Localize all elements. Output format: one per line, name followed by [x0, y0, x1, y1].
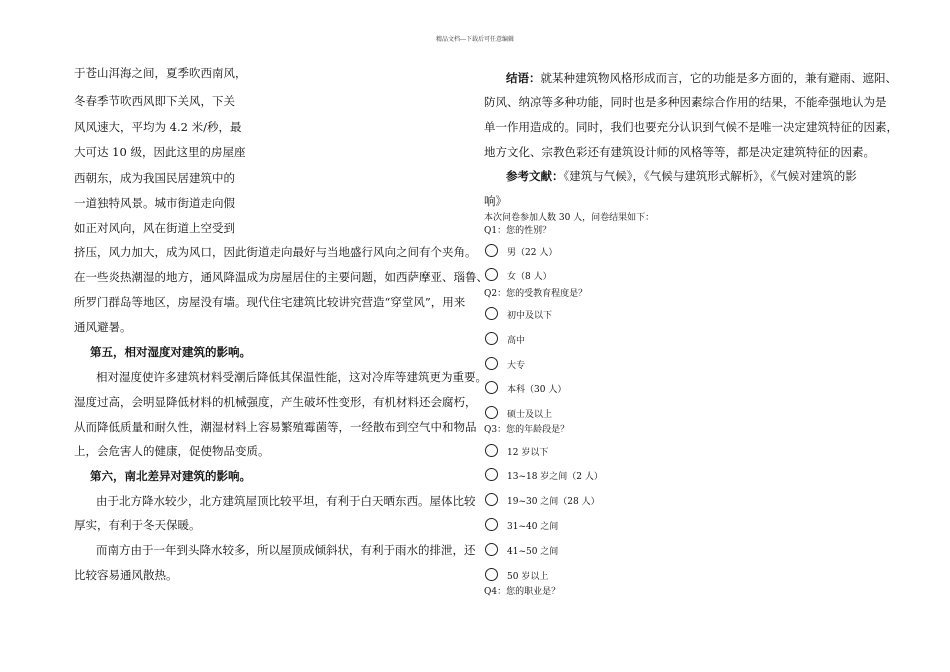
radio-circle-icon[interactable]	[485, 493, 498, 506]
question-label: Q1：您的性别？	[484, 226, 552, 236]
section-heading: 第六，南北差异对建筑的影响。	[90, 469, 251, 483]
conclusion-label: 结语：	[506, 71, 541, 85]
paragraph-line: 由于北方降水较少，北方建筑屋顶比较平坦，有利于白天晒东西。屋体比较	[96, 494, 476, 508]
radio-circle-icon[interactable]	[485, 543, 498, 556]
conclusion-line	[506, 71, 897, 85]
option-label: 女（8 人）	[507, 272, 552, 282]
paragraph-line: 从而降低质量和耐久性，潮湿材料上容易繁殖霉菌等，一经散布到空气中和物品	[74, 420, 477, 434]
paragraph-line: 冬春季节吹西风即下关风，下关	[74, 94, 235, 108]
question-label: Q3：您的年龄段是？	[484, 425, 570, 435]
paragraph-line: 单一作用造成的。同时，我们也要充分认识到气候不是唯一决定建筑特征的因素，	[484, 120, 898, 134]
option-label: 初中及以下	[507, 311, 553, 321]
option-label: 31~40 之间	[507, 522, 559, 532]
section-heading: 第五，相对湿度对建筑的影响。	[90, 345, 251, 359]
radio-circle-icon[interactable]	[485, 518, 498, 531]
paragraph-line: 所罗门群岛等地区，房屋没有墙。现代住宅建筑比较讲究营造“穿堂风”，用来	[74, 295, 466, 309]
paragraph-line: 于苍山洱海之间，夏季吹西南风，	[74, 66, 247, 80]
paragraph-line: 厚实，有利于冬天保暖。	[74, 518, 201, 532]
paragraph-line: 西朝东，成为我国民居建筑中的	[74, 171, 235, 185]
paragraph-line: 通风避暑。	[74, 320, 132, 334]
paragraph-line: 大可达 10 级，因此这里的房屋座	[74, 145, 246, 159]
radio-circle-icon[interactable]	[485, 307, 498, 320]
paragraph-line: 在一些炎热潮湿的地方，通风降温成为房屋居住的主要问题，如西萨摩亚、瑙鲁、	[74, 270, 488, 284]
paragraph-line: 地方文化、宗教色彩还有建筑设计师的风格等等，都是决定建筑特征的因素。	[484, 145, 875, 159]
paragraph-line: 风风速大，平均为 4.2 米/秒，最	[74, 120, 242, 134]
radio-circle-icon[interactable]	[485, 444, 498, 457]
paragraph-line: 响》	[484, 194, 507, 208]
option-label: 大专	[507, 361, 526, 371]
option-label: 高中	[507, 336, 526, 346]
paragraph-line: 防风、纳凉等多种功能，同时也是多种因素综合作用的结果，不能牵强地认为是	[484, 95, 887, 109]
conclusion-text: 就某种建筑物风格形成而言，它的功能是多方面的，兼有避雨、遮阳、	[540, 71, 897, 85]
paragraph-line: 挤压，风力加大，成为风口，因此街道走向最好与当地盛行风向之间有个夹角。	[74, 245, 477, 259]
paragraph-line: 一道独特风景。城市街道走向假	[74, 196, 235, 210]
paragraph-line: 而南方由于一年到头降水较多，所以屋顶成倾斜状，有利于雨水的排泄，还	[96, 543, 476, 557]
radio-circle-icon[interactable]	[485, 568, 498, 581]
radio-circle-icon[interactable]	[485, 406, 498, 419]
paragraph-line: 湿度过高，会明显降低材料的机械强度，产生破坏性变形，有机材料还会腐朽，	[74, 395, 477, 409]
option-label: 男（22 人）	[507, 248, 558, 258]
option-label: 19~30 之间（28 人）	[507, 497, 600, 507]
option-label: 13~18 岁之间（2 人）	[507, 472, 603, 482]
survey-intro: 本次问卷参加人数 30 人，问卷结果如下：	[484, 213, 655, 223]
paragraph-line: 上，会危害人的健康，促使物品变质。	[74, 444, 270, 458]
question-label: Q2：您的受教育程度是？	[484, 289, 588, 299]
radio-circle-icon[interactable]	[485, 332, 498, 345]
references-line	[506, 169, 857, 183]
option-label: 12 岁以下	[507, 448, 549, 458]
radio-circle-icon[interactable]	[485, 244, 498, 257]
radio-circle-icon[interactable]	[485, 381, 498, 394]
paragraph-line: 相对湿度使许多建筑材料受潮后降低其保温性能，这对冷库等建筑更为重要。	[96, 370, 487, 384]
paragraph-line: 如正对风向，风在街道上空受到	[74, 221, 235, 235]
option-label: 50 岁以上	[507, 572, 549, 582]
radio-circle-icon[interactable]	[485, 357, 498, 370]
question-label: Q4：您的职业是？	[484, 587, 561, 597]
paragraph-line: 比较容易通风散热。	[74, 568, 178, 582]
page-header: 精品文档---下载后可任意编辑	[435, 36, 515, 43]
references-label: 参考文献：	[506, 169, 564, 183]
radio-circle-icon[interactable]	[485, 468, 498, 481]
radio-circle-icon[interactable]	[485, 268, 498, 281]
option-label: 硕士及以上	[507, 410, 553, 420]
option-label: 本科（30 人）	[507, 385, 567, 395]
references-text: 《建筑与气候》，《气候与建筑形式解析》，《气候对建筑的影	[563, 169, 857, 183]
option-label: 41~50 之间	[507, 547, 559, 557]
